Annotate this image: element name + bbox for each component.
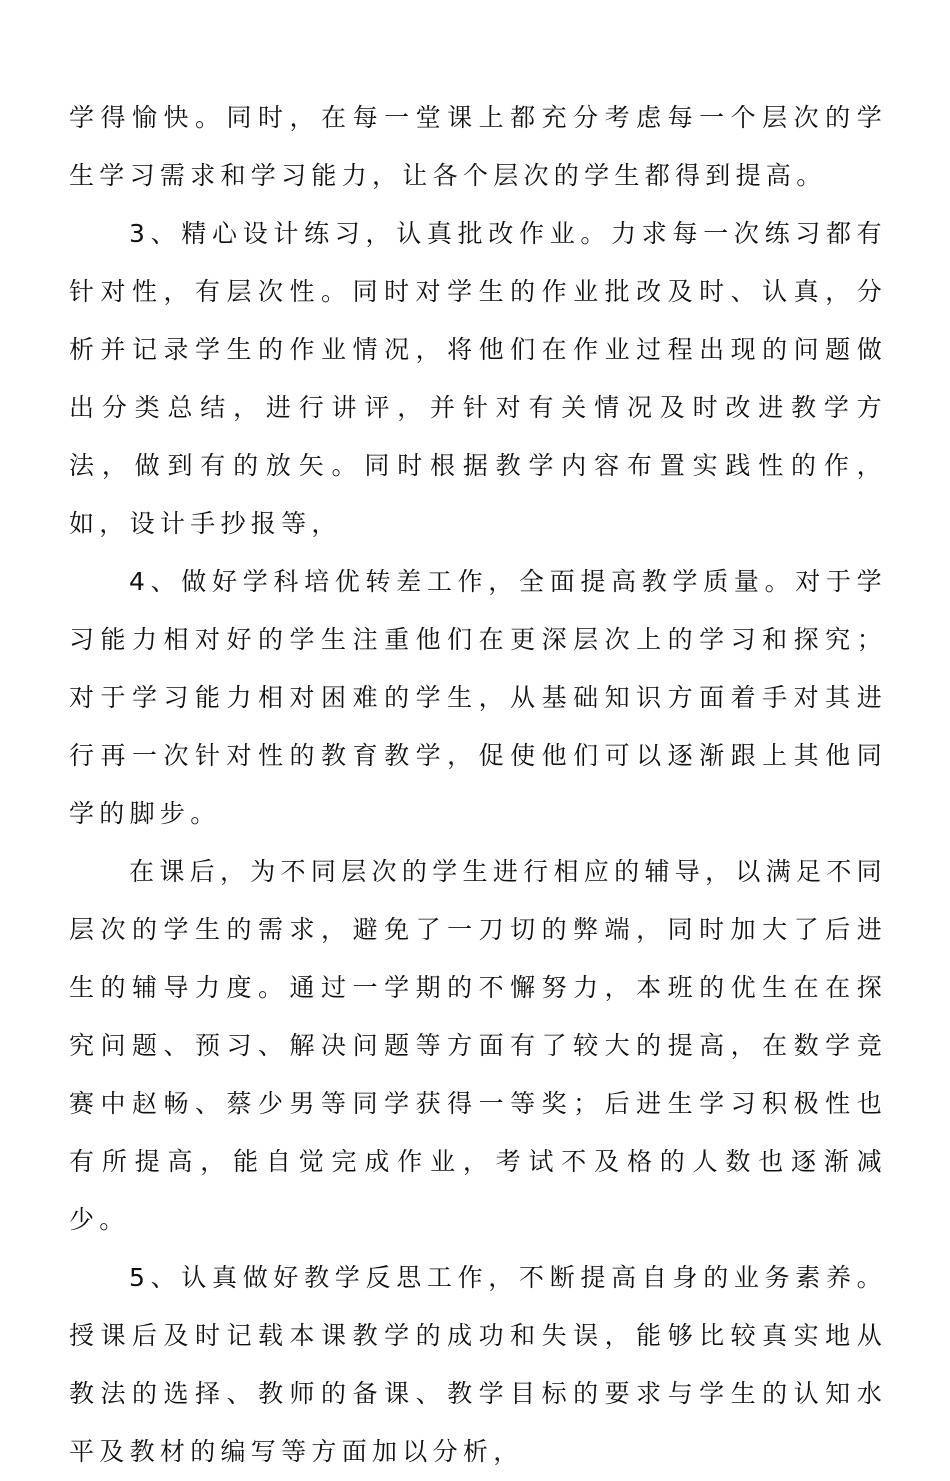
paragraph-item-4: 4、做好学科培优转差工作，全面提高教学质量。对于学习能力相对好的学生注重他们在更深层次上的学习和探究；对于学习能力相对困难的学生，从基础知识方面着手对其进行再一次针对性的教育教学，促使他们可以逐渐跟上其他同学的脚步。: [69, 567, 887, 828]
paragraph-continuation: 学得愉快。同时，在每一堂课上都充分考虑每一个层次的学生学习需求和学习能力，让各个层次的学生都得到提高。: [69, 103, 887, 190]
paragraph-item-3: 3、精心设计练习，认真批改作业。力求每一次练习都有针对性，有层次性。同时对学生的作业批改及时、认真，分析并记录学生的作业情况，将他们在作业过程出现的问题做出分类总结，进行讲评，并针对有关情况及时改进教学方法，做到有的放矢。同时根据教学内容布置实践性的作，如，设计手抄报等，: [69, 219, 887, 538]
paragraph-after-class: 在课后，为不同层次的学生进行相应的辅导，以满足不同层次的学生的需求，避免了一刀切的弊端，同时加大了后进生的辅导力度。通过一学期的不懈努力，本班的优生在在探究问题、预习、解决问题等方面有了较大的提高，在数学竞赛中赵畅、蔡少男等同学获得一等奖；后进生学习积极性也有所提高，能自觉完成作业，考试不及格的人数也逐渐减少。: [69, 857, 887, 1234]
paragraph-item-5: 5、认真做好教学反思工作，不断提高自身的业务素养。授课后及时记载本课教学的成功和失误，能够比较真实地从教法的选择、教师的备课、教学目标的要求与学生的认知水平及教材的编写等方面加以分析，: [69, 1263, 887, 1466]
body-text: [69, 89, 887, 1481]
